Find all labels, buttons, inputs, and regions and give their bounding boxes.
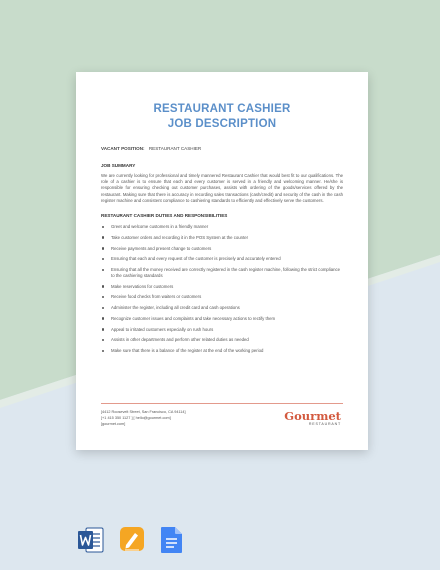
contact-info xyxy=(101,410,186,427)
vacant-position-label: VACANT POSITION: xyxy=(101,146,145,151)
bullet-icon xyxy=(102,285,104,287)
duty-text: Greet and welcome customers in a friendly manner xyxy=(111,224,209,230)
format-icons xyxy=(0,526,440,556)
duty-text: Make sure that there is a balance of the register at the end of the working period xyxy=(111,348,264,354)
duty-text: Make reservations for customers xyxy=(111,283,174,289)
duty-item xyxy=(101,316,343,322)
duty-text: Take customer orders and recording it in the POS System at the counter xyxy=(111,234,249,240)
document-footer xyxy=(101,403,343,427)
bullet-icon xyxy=(102,307,104,309)
duty-item xyxy=(101,327,343,333)
duties-heading: RESTAURANT CASHIER DUTIES AND RESPONSIBILITIES xyxy=(101,213,228,219)
duty-text: Appeal to irritated customers especially on rush hours xyxy=(111,326,214,332)
duty-item xyxy=(101,348,343,354)
duty-item xyxy=(101,246,343,252)
duty-text: Receive food checks from waiters or customers xyxy=(111,294,202,300)
duty-text: Assists in other departments and perform other related duties as needed xyxy=(111,337,249,343)
duty-item xyxy=(101,256,343,262)
bullet-icon xyxy=(102,350,104,352)
contact-address: [4412 Roosevelt Street, San Francisco, CA 94114] xyxy=(101,410,186,414)
brand-subtitle: RESTAURANT xyxy=(308,422,341,426)
duty-item xyxy=(101,235,343,241)
vacant-position-value: RESTAURANT CASHIER xyxy=(148,146,202,151)
brand-logo xyxy=(284,410,343,427)
duty-text: Recognize customer issues and complaints and take necessary actions to rectify them xyxy=(111,315,276,321)
duty-item xyxy=(101,267,343,278)
bullet-icon xyxy=(102,247,104,249)
bullet-icon xyxy=(102,317,104,319)
bullet-icon xyxy=(102,328,104,330)
title-line-2: JOB DESCRIPTION xyxy=(167,118,277,130)
vacant-position xyxy=(101,146,343,152)
document-title xyxy=(101,102,343,132)
pages-icon[interactable] xyxy=(119,526,145,554)
duty-text: Ensuring that each and every request of the customer is precisely and accurately entered xyxy=(111,256,281,262)
duties-list xyxy=(101,224,343,354)
bullet-icon xyxy=(102,236,104,238)
duty-item xyxy=(101,294,343,300)
bullet-icon xyxy=(102,296,104,298)
duty-item xyxy=(101,337,343,343)
brand-name: Gourmet xyxy=(284,409,341,423)
bullet-icon xyxy=(102,258,104,260)
bullet-icon xyxy=(102,339,104,341)
contact-website: [gourmet.com] xyxy=(101,421,126,426)
duty-item xyxy=(101,224,343,230)
google-docs-icon[interactable] xyxy=(159,526,185,554)
duty-item xyxy=(101,284,343,290)
job-summary-text: We are currently looking for professional and timely mannered Restaurant Cashier that would best fit to our qualifications. The role of a cashier is to ensure that each and every customer is served in a friendly and welcoming manner. He/she is responsible for ensuring checking out customer purchases, assists with ordering of the goods/services offered by the restaurant. Making sure that there is accuracy in recording sales transactions (cash/credit) and security of the cash in the cash register machine and consistent compliance to cashiering standards to efficiently and effectively serve the customers. xyxy=(101,173,343,203)
job-summary-heading: JOB SUMMARY xyxy=(101,163,136,168)
duty-text: Receive payments and present change to customers xyxy=(111,245,212,251)
word-icon[interactable] xyxy=(78,526,104,554)
duty-text: Ensuring that all the money received are correctly registered in the cash register machine, following the strict compliance to the cashiering standards xyxy=(111,267,341,278)
bullet-icon xyxy=(102,226,104,228)
title-line-1: RESTAURANT CASHIER xyxy=(153,103,291,115)
duty-text: Administer the register, including all credit card and cash operations xyxy=(111,305,240,311)
duty-item xyxy=(101,305,343,311)
document-page xyxy=(76,72,368,450)
contact-phone-email: [+1 415 350 1127 ] [ hello@gourmet.com] xyxy=(101,415,171,420)
bullet-icon xyxy=(102,269,104,271)
